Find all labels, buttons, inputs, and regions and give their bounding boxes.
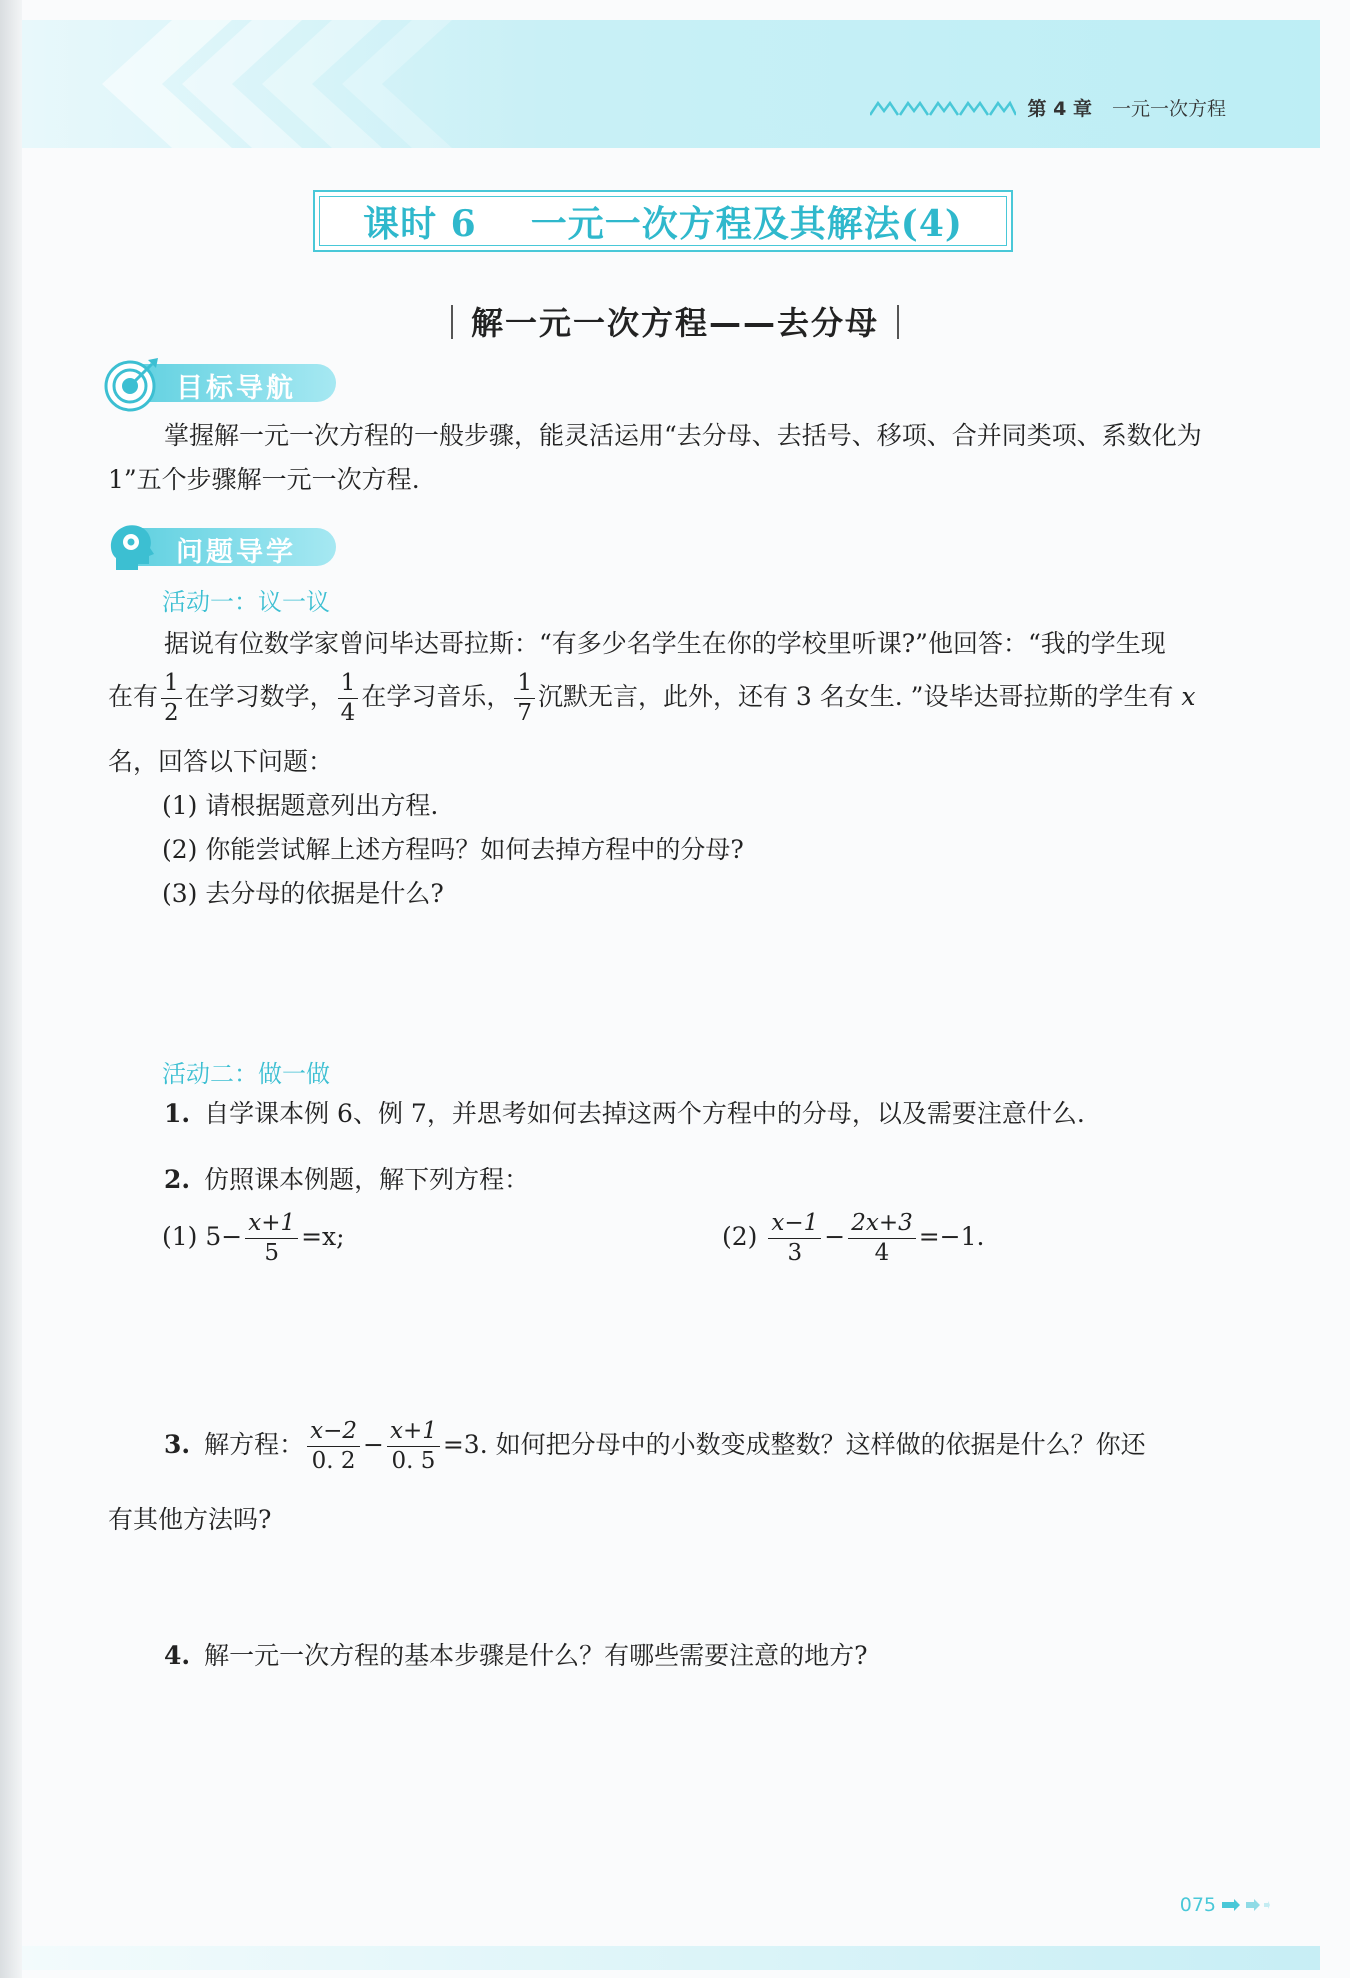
question-2: (2) 你能尝试解上述方程吗？如何去掉方程中的分母? [162,835,744,864]
page-number-text: 075 [1179,1894,1216,1916]
fraction-numerator: 1 [338,672,359,699]
fraction [387,1420,440,1473]
activity-one-line1: 据说有位数学家曾问毕达哥拉斯：“有多少名学生在你的学校里听课?”他回答：“我的学生现 [164,629,1166,658]
header-band [22,20,1320,148]
target-icon [104,356,160,412]
fraction-numerator: x−1 [768,1212,821,1239]
fraction-denominator: 4 [340,700,356,726]
fraction-numerator: 1 [514,672,535,699]
fraction-numerator: x+1 [387,1420,440,1447]
equation-1 [162,1212,345,1265]
activity-two-item3 [164,1420,1146,1473]
fraction-numerator: 2x+3 [848,1212,916,1239]
fraction-numerator: x−2 [307,1420,360,1447]
fraction [245,1212,298,1265]
item-number: 4. [164,1641,191,1670]
lesson-title-box [313,190,1013,252]
text-segment: 在有 [108,682,159,711]
question-1: (1) 请根据题意列出方程. [162,791,439,820]
page-number [1180,1894,1270,1916]
item-number: 1. [164,1099,191,1128]
equation-2 [722,1212,984,1265]
fraction-quarter [338,672,359,725]
goals-text: 掌握解一元一次方程的一般步骤，能灵活运用“去分母、去括号、移项、合并同类项、系数化为 1”五个步骤解一元一次方程. [108,421,1202,494]
item-number: 2. [164,1165,191,1194]
equation-label: (1) 5− [162,1222,243,1251]
minus-sign: − [824,1222,846,1251]
fraction-denominator: 3 [787,1240,803,1266]
lesson-subtitle [0,298,1350,344]
item-number: 3. [164,1430,191,1459]
fraction-denominator: 0. 5 [391,1448,436,1474]
minus-sign: − [363,1430,384,1459]
arrow-right-icon [1222,1899,1270,1911]
fraction-seventh [514,672,535,725]
head-gear-icon [104,520,160,576]
lesson-title: 课时 6 一元一次方程及其解法(4) [363,202,963,245]
item-text: 解一元一次方程的基本步骤是什么？有哪些需要注意的地方? [204,1641,868,1670]
fraction-denominator: 5 [264,1240,279,1266]
item-text: 仿照课本例题，解下列方程： [204,1165,530,1194]
item-text: 自学课本例 6、例 7，并思考如何去掉这两个方程中的分母，以及需要注意什么. [204,1099,1085,1128]
activity-one-title: 活动一：议一议 [162,588,330,616]
section-header-goals [104,356,344,406]
fraction-denominator: 7 [517,700,532,726]
chevron-decoration-icon [82,20,502,148]
variable-x: x [1181,682,1196,711]
chapter-title: 一元一次方程 [1111,98,1226,120]
chapter-number: 第 4 章 [1027,98,1092,120]
activity-two-title: 活动二：做一做 [162,1060,330,1088]
subtitle-right-bar [897,305,899,339]
fraction-denominator: 4 [874,1240,890,1266]
fraction-half [161,672,182,725]
equation-rest: =−1. [918,1222,985,1251]
fraction-denominator: 2 [164,700,179,726]
subtitle-text: 解一元一次方程——去分母 [470,304,879,342]
section-label-guide: 问题导学 [176,537,296,568]
text-segment: 在学习音乐， [361,682,512,711]
equation-label: (2) [722,1222,758,1251]
equation-rest: =x; [301,1222,345,1251]
fraction [307,1420,360,1473]
item-text: 解方程： [204,1430,305,1459]
activity-two-item4 [164,1636,868,1672]
item-text: =3. 如何把分母中的小数变成整数？这样做的依据是什么？你还 [442,1430,1146,1459]
fraction-denominator: 0. 2 [311,1448,356,1474]
page-edge-shadow [0,0,22,1978]
question-3: (3) 去分母的依据是什么? [162,879,444,908]
activity-one-line2 [108,672,1196,725]
text-segment: 沉默无言，此外，还有 3 名女生. ”设毕达哥拉斯的学生有 [537,682,1174,711]
activity-one-line3: 名，回答以下问题： [108,747,334,776]
text-segment: 在学习数学， [184,682,335,711]
subtitle-left-bar [451,305,453,339]
activity-two-item3-cont: 有其他方法吗? [108,1505,272,1534]
fraction-numerator: 1 [161,672,182,699]
fraction [848,1212,916,1265]
chapter-header [870,94,1226,121]
activity-two-item1 [164,1094,1085,1130]
activity-two-item2 [164,1160,529,1196]
fraction [768,1212,821,1265]
mountains-icon [870,99,1016,117]
section-label-goals: 目标导航 [176,373,296,404]
section-header-guide [104,520,344,570]
fraction-numerator: x+1 [245,1212,298,1239]
footer-band [22,1946,1320,1970]
